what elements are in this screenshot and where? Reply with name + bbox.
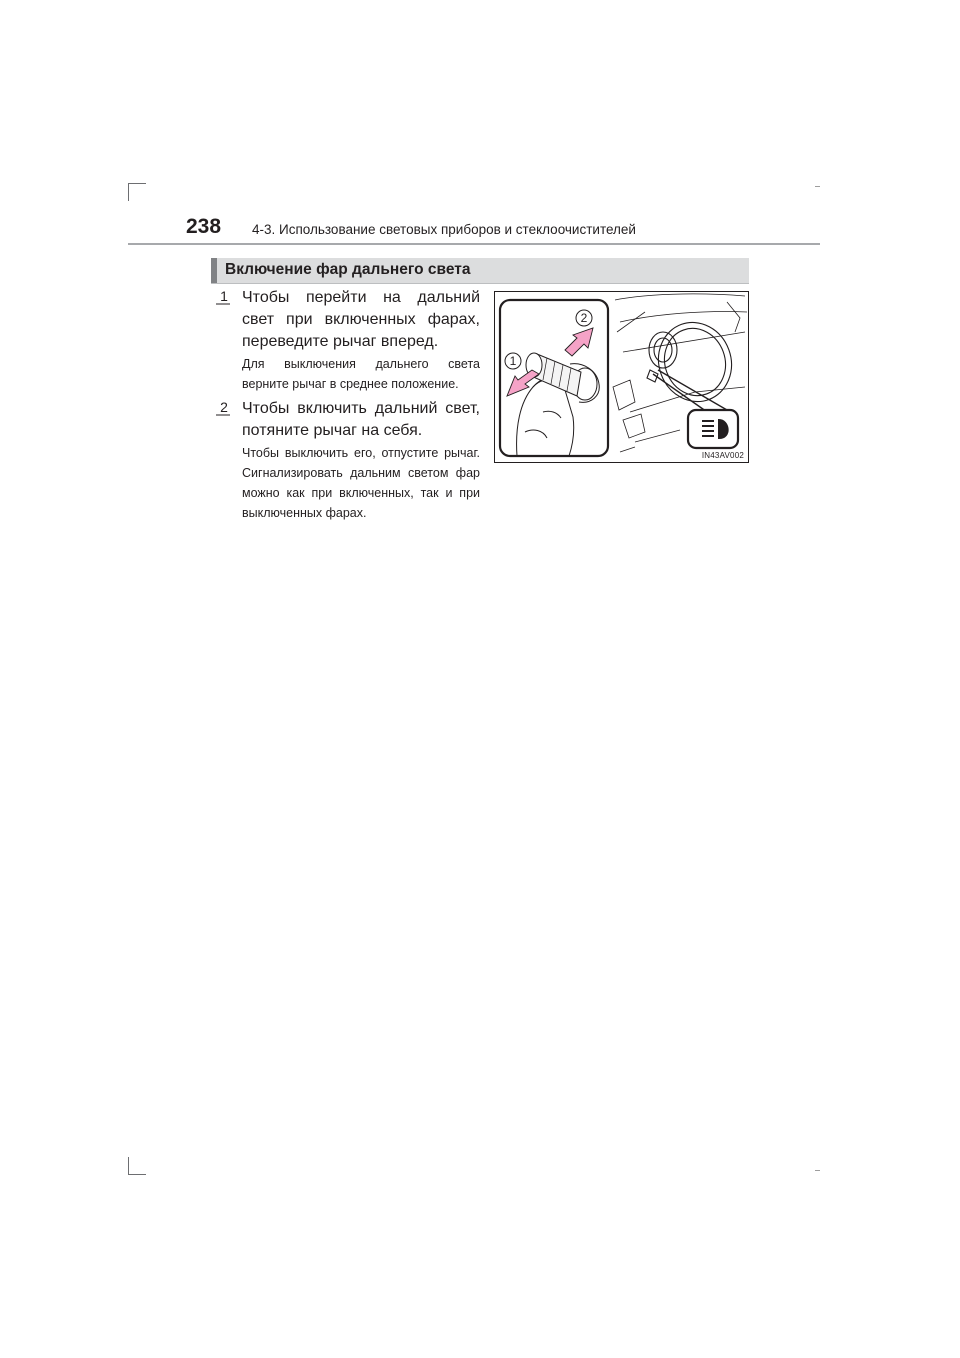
headlight-lever-illustration bbox=[494, 291, 749, 463]
section-heading-marker bbox=[211, 258, 217, 283]
crop-mark-bottom-left-v bbox=[128, 1157, 129, 1175]
crop-mark-bottom-right bbox=[815, 1170, 820, 1171]
running-header: 4-3. Использование световых приборов и стеклоочистителей bbox=[252, 222, 636, 237]
header-rule bbox=[128, 243, 820, 245]
section-heading bbox=[211, 258, 749, 283]
step-note-2: Чтобы выключить его, отпустите рычаг. Сигнализировать дальним светом фар можно как при включенных, так и при выключенных фарах. bbox=[242, 446, 480, 520]
crop-mark-top-right bbox=[815, 186, 820, 187]
step-note-1: Для выключения дальнего света верните рычаг в среднее положение. bbox=[242, 357, 480, 391]
figure-code: IN43AV002 bbox=[701, 451, 744, 460]
crop-mark-top-left-v bbox=[128, 183, 129, 201]
page-number: 238 bbox=[186, 215, 222, 238]
step-number-label: 1 bbox=[220, 288, 228, 304]
step-text-2: Чтобы включить дальний свет, потяните рычаг на себя. bbox=[242, 400, 480, 439]
crop-mark-bottom-left-h bbox=[128, 1174, 146, 1175]
step-number-2 bbox=[217, 398, 231, 416]
callout-2: 2 bbox=[580, 311, 588, 325]
step-text-1: Чтобы перейти на дальний свет при включенных фарах, переведите рычаг вперед. bbox=[242, 289, 480, 350]
crop-mark-top-left-h bbox=[128, 183, 146, 184]
step-number-1 bbox=[217, 287, 231, 305]
illustration-drawing bbox=[495, 292, 749, 463]
step-number-label: 2 bbox=[220, 399, 228, 415]
callout-1: 1 bbox=[509, 354, 517, 368]
section-heading-title: Включение фар дальнего света bbox=[225, 261, 471, 278]
section-rule bbox=[211, 283, 749, 284]
